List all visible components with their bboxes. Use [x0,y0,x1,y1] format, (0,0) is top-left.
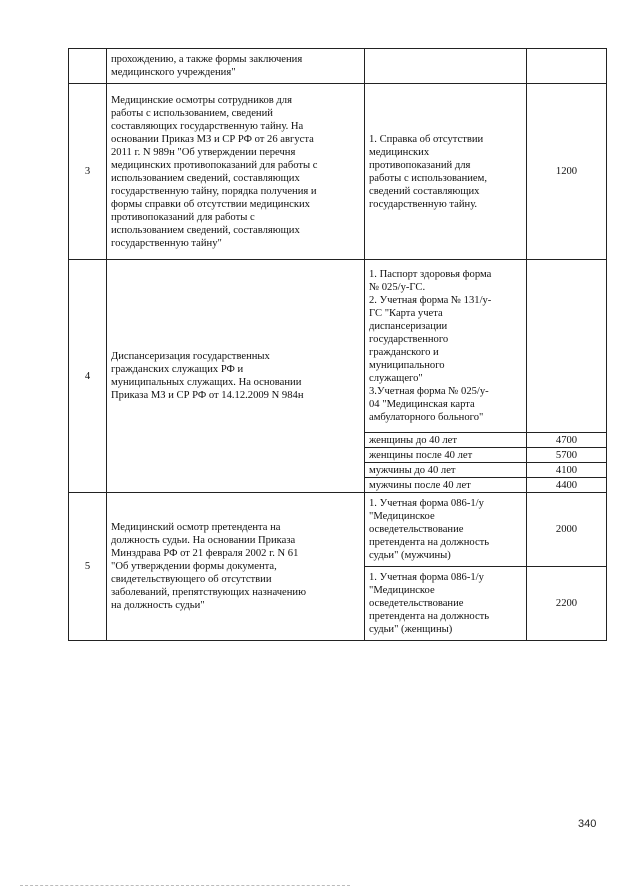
category-label: женщины до 40 лет [365,433,527,448]
category-label: мужчины после 40 лет [365,478,527,493]
service-description: Медицинский осмотр претендента на должность судьи. На основании Приказа Минздрава РФ от 21 февраля 2002 г. N 61 "Об утверждении формы документа, свидетельствующего об отсутствии заболеваний, препятствующих назначению на должность судьи" [107,493,365,641]
price-cell: 5700 [527,448,607,463]
page-number: 340 [578,818,597,830]
table-row [69,49,607,84]
document-cell [365,49,527,84]
price-cell: 2200 [527,567,607,641]
service-description: Медицинские осмотры сотрудников для работы с использованием, сведений составляющих государственную тайну. На основании Приказ МЗ и СР РФ от 26 августа 2011 г. N 989н "Об утверждении перечня медицинских противопоказаний для работы с использованием сведений, составляющих государственную тайну, порядка получения и формы справки об отсутствии медицинских противопоказаний для работы с использованием сведений, составляющих государственную тайну" [107,84,365,260]
category-label: женщины после 40 лет [365,448,527,463]
category-label: мужчины до 40 лет [365,463,527,478]
table-row [69,84,607,260]
row-number: 4 [69,260,107,493]
document-cell: 1. Учетная форма 086-1/у "Медицинское осведетельствование претендента на должность судьи" (мужчины) [365,493,527,567]
price-cell: 4400 [527,478,607,493]
document-cell: 1. Справка об отсутствии медицинских противопоказаний для работы с использованием, сведений составляющих государственную тайну. [365,84,527,260]
price-cell [527,49,607,84]
price-cell: 2000 [527,493,607,567]
service-description: Диспансеризация государственных гражданских служащих РФ и муниципальных служащих. На основании Приказа МЗ и СР РФ от 14.12.2009 N 984н [107,260,365,493]
scan-artifact-line [20,885,350,886]
price-cell: 4700 [527,433,607,448]
price-table [68,48,607,641]
price-cell: 1200 [527,84,607,260]
document-cell: 1. Учетная форма 086-1/у "Медицинское осведетельствование претендента на должность судьи" (женщины) [365,567,527,641]
price-cell [527,260,607,433]
document-cell: 1. Паспорт здоровья форма № 025/у-ГС. 2. Учетная форма № 131/у- ГС "Карта учета диспансеризации государственного гражданского и муниципального служащего" 3.Учетная форма № 025/у- 04 "Медицинская карта амбулаторного больного" [365,260,527,433]
row-number: 3 [69,84,107,260]
table-row [69,260,607,433]
table-row [69,493,607,567]
row-number: 5 [69,493,107,641]
service-description: прохождению, а также формы заключения медицинского учреждения" [107,49,365,84]
row-number-cell [69,49,107,84]
price-cell: 4100 [527,463,607,478]
